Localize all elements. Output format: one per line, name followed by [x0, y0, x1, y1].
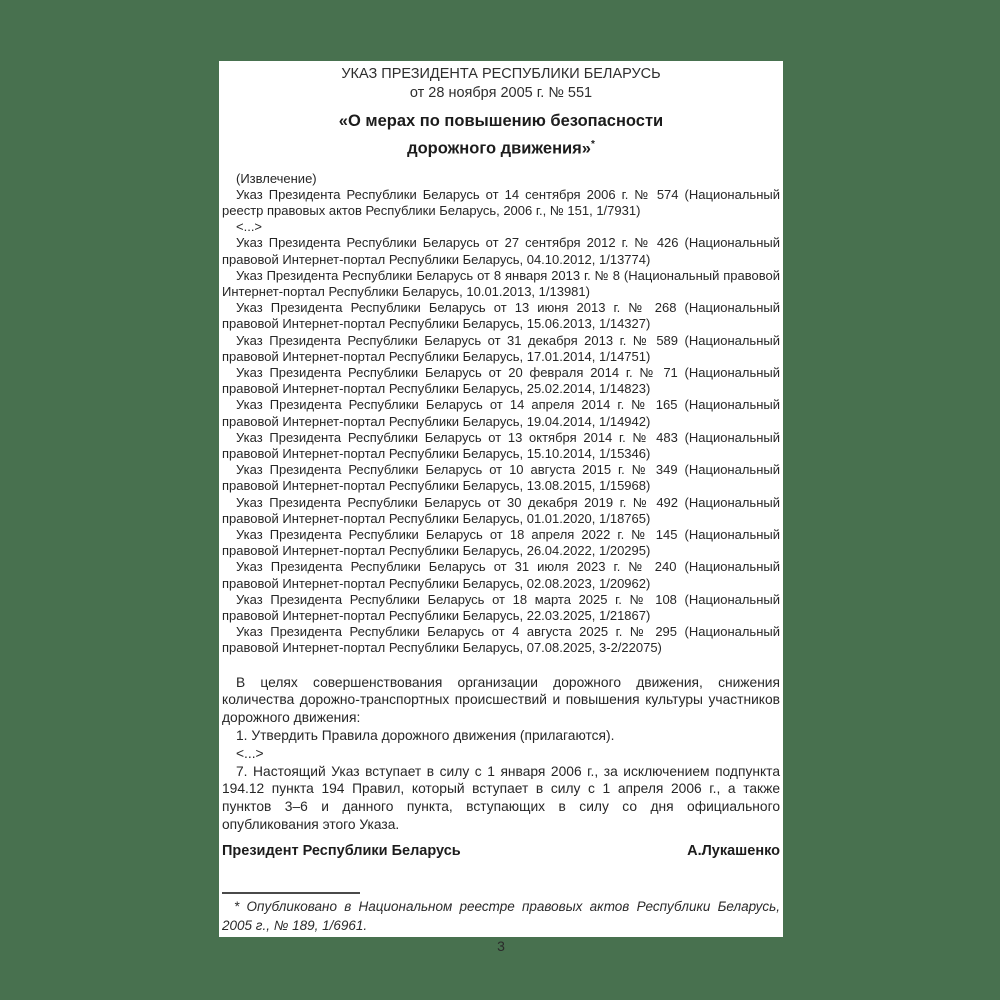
- amendment-paragraph: Указ Президента Республики Беларусь от 14 сентября 2006 г. № 574 (Национальный реестр правовых актов Республики Беларусь, 2006 г., № 151, 1/7931): [222, 186, 780, 218]
- document-page: [219, 61, 783, 954]
- footnote-text: * Опубликовано в Национальном реестре правовых актов Республики Беларусь, 2005 г., № 189, 1/6961.: [222, 898, 780, 933]
- amendment-paragraph: Указ Президента Республики Беларусь от 31 декабря 2013 г. № 589 (Национальный правовой Интернет-портал Республики Беларусь, 17.01.2014, 1/14751): [222, 332, 780, 364]
- decree-paragraph: <...>: [236, 745, 264, 761]
- document-title-line1: «О мерах по повышению безопасности: [338, 112, 664, 130]
- decree-paragraph: 7. Настоящий Указ вступает в силу с 1 января 2006 г., за исключением подпункта 194.12 пункта 194 Правил, который вступает в силу с 1 апреля 2006 г., а также пунктов 3–6 и данного пункта, вступающих в силу со дня официального опубликования этого Указа.: [222, 763, 780, 832]
- decree-paragraph: В целях совершенствования организации дорожного движения, снижения количества дорожно-транспортных происшествий и повышения культуры участников дорожного движения:: [222, 674, 780, 726]
- footnote-marker: *: [590, 139, 595, 150]
- amendments-list: [222, 187, 780, 657]
- amendment-paragraph: Указ Президента Республики Беларусь от 18 апреля 2022 г. № 145 (Национальный правовой Интернет-портал Республики Беларусь, 26.04.2022, 1/20295): [222, 526, 780, 559]
- amendment-paragraph: Указ Президента Республики Беларусь от 13 октября 2014 г. № 483 (Национальный правовой Интернет-портал Республики Беларусь, 15.10.2014, 1/15346): [222, 429, 780, 461]
- amendment-paragraph: Указ Президента Республики Беларусь от 30 декабря 2019 г. № 492 (Национальный правовой Интернет-портал Республики Беларусь, 01.01.2020, 1/18765): [222, 494, 780, 526]
- amendment-paragraph: Указ Президента Республики Беларусь от 10 августа 2015 г. № 349 (Национальный правовой Интернет-портал Республики Беларусь, 13.08.2015, 1/15968): [222, 462, 780, 494]
- signature-name: А.Лукашенко: [687, 842, 780, 859]
- document-title-line2: [222, 133, 780, 161]
- document-title: [222, 110, 780, 161]
- amendment-paragraph: Указ Президента Республики Беларусь от 31 июля 2023 г. № 240 (Национальный правовой Интернет-портал Республики Беларусь, 02.08.2023, 1/20962): [222, 559, 780, 591]
- extraction-label: (Извлечение): [236, 170, 317, 186]
- amendments-section: [222, 171, 780, 657]
- footnote-divider: [222, 892, 360, 894]
- amendment-paragraph: Указ Президента Республики Беларусь от 27 сентября 2012 г. № 426 (Национальный правовой Интернет-портал Республики Беларусь, 04.10.2012, 1/13774): [222, 235, 780, 267]
- page-number: 3: [497, 937, 505, 954]
- amendment-paragraph: Указ Президента Республики Беларусь от 4 августа 2025 г. № 295 (Национальный правовой Интернет-портал Республики Беларусь, 07.08.2025, 3-2/22075): [222, 624, 780, 656]
- signature-position: Президент Республики Беларусь: [222, 842, 461, 859]
- amendment-paragraph: Указ Президента Республики Беларусь от 14 апреля 2014 г. № 165 (Национальный правовой Интернет-портал Республики Беларусь, 19.04.2014, 1/14942): [222, 397, 780, 429]
- decree-body: [222, 674, 780, 834]
- document-header: [222, 65, 780, 103]
- document-title-line2-text: дорожного движения»: [407, 139, 591, 158]
- signature-block: [222, 842, 780, 860]
- amendment-paragraph: Указ Президента Республики Беларусь от 13 июня 2013 г. № 268 (Национальный правовой Интернет-портал Республики Беларусь, 15.06.2013, 1/14327): [222, 300, 780, 332]
- amendment-paragraph: Указ Президента Республики Беларусь от 8 января 2013 г. № 8 (Национальный правовой Интернет-портал Республики Беларусь, 10.01.2013, 1/13981): [222, 267, 780, 299]
- amendment-paragraph: <...>: [236, 219, 263, 235]
- document-type-line: УКАЗ ПРЕЗИДЕНТА РЕСПУБЛИКИ БЕЛАРУСЬ: [341, 66, 661, 82]
- document-date-number-line: от 28 ноября 2005 г. № 551: [409, 85, 593, 101]
- amendment-paragraph: Указ Президента Республики Беларусь от 20 февраля 2014 г. № 71 (Национальный правовой Интернет-портал Республики Беларусь, 25.02.2014, 1/14823): [222, 364, 780, 397]
- amendment-paragraph: Указ Президента Республики Беларусь от 18 марта 2025 г. № 108 (Национальный правовой Интернет-портал Республики Беларусь, 22.03.2025, 1/21867): [222, 591, 780, 623]
- decree-paragraph: 1. Утвердить Правила дорожного движения (прилагаются).: [236, 727, 615, 743]
